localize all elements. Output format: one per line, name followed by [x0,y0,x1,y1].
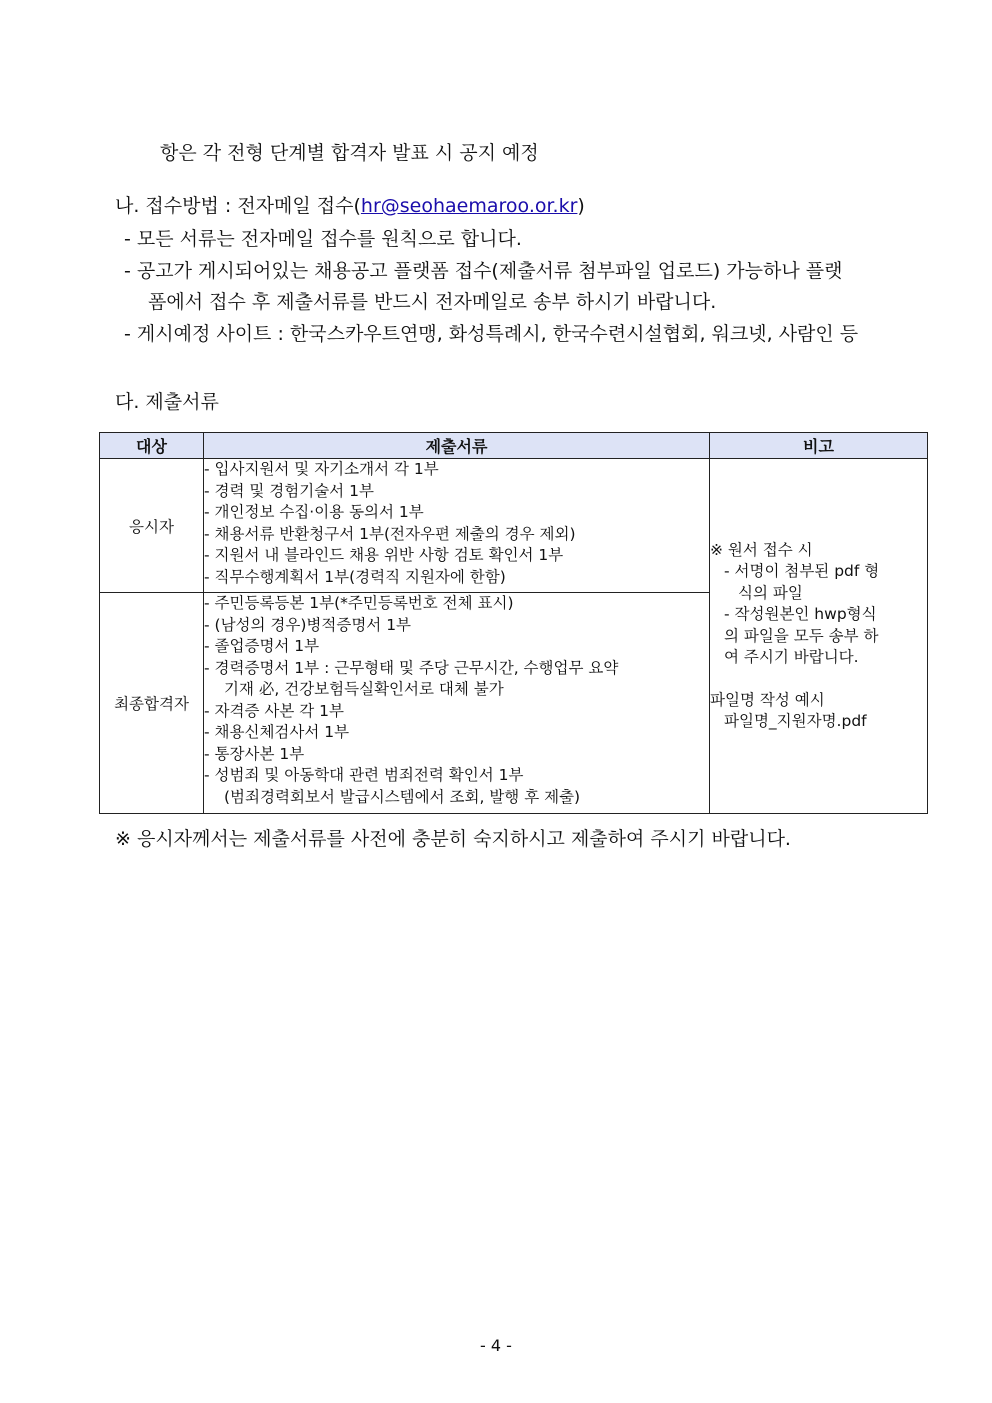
note-line: 여 주시기 바랍니다. [724,648,859,666]
list-item: - 경력 및 경험기술서 1부 [204,481,374,500]
section-da-heading: 다. 제출서류 [115,391,219,413]
intro-line: 항은 각 전형 단계별 합격자 발표 시 공지 예정 [160,142,539,164]
note-cell [710,459,928,814]
list-item: - 직무수행계획서 1부(경력직 지원자에 한함) [204,567,506,586]
section-na-heading-suffix: ) [577,195,585,217]
list-item: - 채용서류 반환청구서 1부(전자우편 제출의 경우 제외) [204,524,576,543]
list-item: - 졸업증명서 1부 [204,637,320,655]
note-line: 파일명 작성 예시 [710,690,825,709]
target-applicant: 응시자 [100,459,204,593]
note-line: ※ 원서 접수 시 [710,540,813,559]
email-link[interactable]: hr@seohaemaroo.or.kr [360,195,578,217]
target-final-successful: 최종합격자 [100,593,204,814]
documents-table [99,432,928,814]
bullet-sites: - 게시예정 사이트 : 한국스카우트연맹, 화성특례시, 한국수련시설협회, 워크넷, 사람인 등 [124,323,859,345]
list-item: - 개인정보 수집·이용 동의서 1부 [204,503,424,521]
note-line: 의 파일을 모두 송부 하 [724,626,879,645]
section-na-heading [115,194,585,218]
bullet-platform-cont: 폼에서 접수 후 제출서류를 반드시 전자메일로 송부 하시기 바랍니다. [148,291,717,313]
list-item: - 통장사본 1부 [204,744,305,763]
section-na-heading-prefix: 나. 접수방법 : 전자메일 접수( [115,195,361,217]
list-item: - 주민등록등본 1부(*주민등록번호 전체 표시) [204,594,514,612]
list-item: - 경력증명서 1부 : 근무형태 및 주당 근무시간, 수행업무 요약 [204,658,619,677]
note-line: 식의 파일 [738,583,803,602]
applicant-items [204,459,710,593]
header-target: 대상 [100,433,204,459]
header-note: 비고 [710,433,928,459]
note-line: 파일명_지원자명.pdf [724,712,867,730]
table-row [100,459,928,593]
bullet-platform: - 공고가 게시되어있는 채용공고 플랫폼 접수(제출서류 첨부파일 업로드) 가능하나 플랫 [124,260,843,282]
list-item: - (남성의 경우)병적증명서 1부 [204,615,412,634]
footer-note: ※ 응시자께서는 제출서류를 사전에 충분히 숙지하시고 제출하여 주시기 바랍니다. [115,828,791,850]
note-line: - 서명이 첨부된 pdf 형 [724,562,880,580]
note-spacer [710,669,927,690]
final-items [204,593,710,814]
table-header-row [100,433,928,459]
list-item: - 성범죄 및 아동학대 관련 범죄전력 확인서 1부 [204,766,524,784]
list-item: - 지원서 내 블라인드 채용 위반 사항 검토 확인서 1부 [204,546,564,564]
list-item: - 입사지원서 및 자기소개서 각 1부 [204,460,439,478]
header-documents: 제출서류 [204,433,710,459]
list-item: (범죄경력회보서 발급시스템에서 조회, 발행 후 제출) [224,787,581,806]
list-item: - 채용신체검사서 1부 [204,723,350,741]
list-item: - 자격증 사본 각 1부 [204,701,344,720]
bullet-email-principle: - 모든 서류는 전자메일 접수를 원칙으로 합니다. [124,228,522,250]
list-item: 기재 必, 건강보험득실확인서로 대체 불가 [224,680,504,698]
page-number: - 4 - [480,1336,512,1355]
note-line: - 작성원본인 hwp형식 [724,605,877,623]
